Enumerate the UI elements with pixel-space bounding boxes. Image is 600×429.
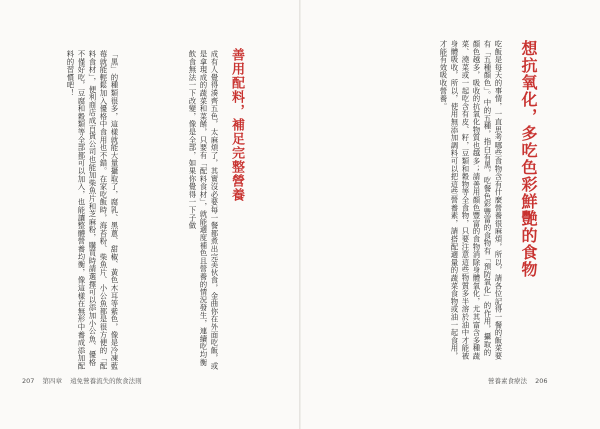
right-page-footer bbox=[488, 376, 554, 385]
right-page-number: 206 bbox=[535, 377, 548, 385]
right-page-running-title: 營養素食療法 bbox=[488, 377, 527, 385]
right-page-body: 吃飯是每天的事情，一直思考哪些食物含有什麼營養很麻煩，所以，請各位記得一餐的飯菜要有「五種顏色」。中的五種，指白有黑，吃餐色彩豐富的食物有「預防氧化」的作用，攝取的顏色越多，吸收的抗氧化物質也越多；請善用顏色豐富的食物消除身體氧化，尤其富含多種蔬菜、澆菜或一起吃含有皮、籽，豆類和穀物等全食物，只要注意這些物質多半溶於油中才能被身體吸收，所以，使用無添加調料可以把這些營養素，請搭配適量的蔬菜食物或油一起食用，才能有效吸收營養。 bbox=[439, 40, 503, 360]
left-page-heading: 善用配料，補足完整營養 bbox=[229, 48, 244, 202]
book-gutter bbox=[299, 0, 301, 429]
left-page-footer bbox=[22, 376, 148, 385]
left-page-body-part2: 「黑」的種類很多，這樣就能大量攝取了，腐乳、黑蔥、甜椒、黃色木耳等紫色，像是冷凍藍莓就能輕鬆加入優格中食用也不錯。在家吃飯時，海苔粉、柴魚片、小公魚都是很方便的「配料食材」，便利商店成百貨公司也能加柴魚片和芝麻粉，購買時請選擇可以添加小公魚、優格不僅好吃，豆腐和穀類等全部都可以加入，也能讓整體營養均衡，像這樣在無形中養成添加配料的習慣吧！ bbox=[66, 50, 119, 370]
right-page-heading: 想抗氧化，多吃色彩鮮艷的食物 bbox=[519, 40, 538, 278]
left-page-body-part1: 成有人覺得湊齊五色，太麻煩了，其實沒必要每一餐都煮出完美伙食，金曲你在外面吃飯，或是拿現成的蔬菜和菜餚，只要有「配料食材」，就能適度補色且營養的情況發生，連續吃均衡飲食無法一下改變，像是全部，如果你覺得一下子做 bbox=[188, 50, 219, 370]
left-page-number: 207 bbox=[22, 377, 35, 385]
left-page-running-title: 遠免營養流失的飲食法則 bbox=[70, 377, 142, 385]
left-page-chapter: 第四章 bbox=[42, 377, 62, 385]
